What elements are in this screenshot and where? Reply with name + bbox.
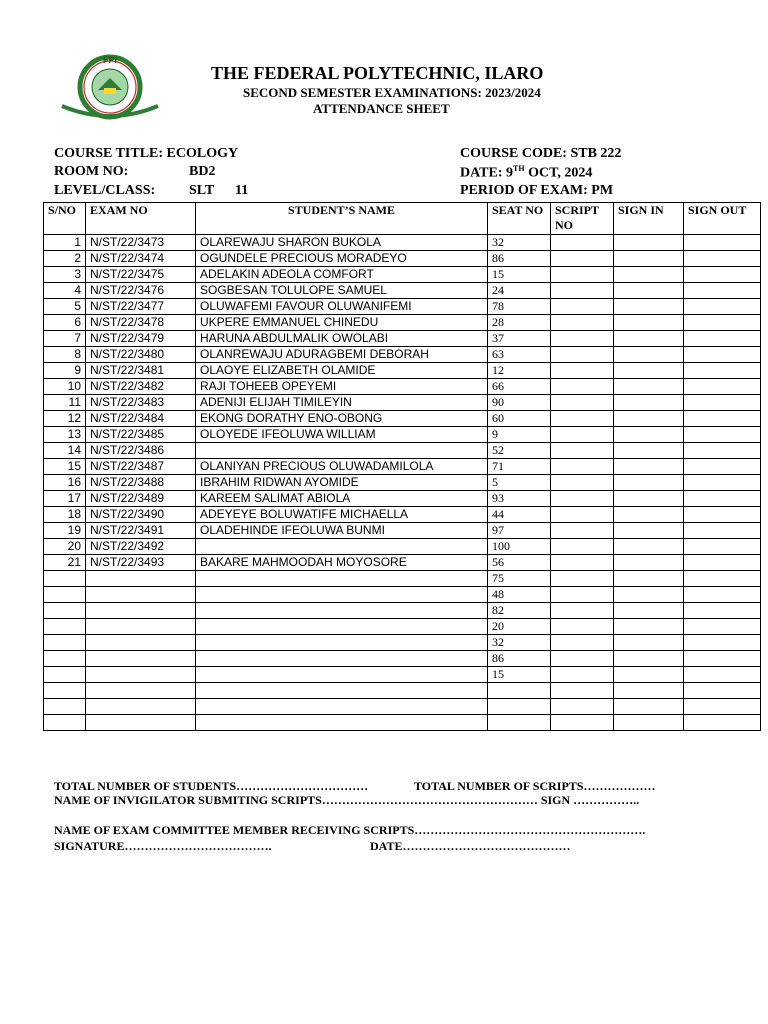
cell-sno: 21 <box>44 555 86 571</box>
cell-student-name <box>196 635 488 651</box>
col-sign-in: SIGN IN <box>614 203 684 235</box>
cell-script-no <box>551 667 614 683</box>
cell-script-no <box>551 587 614 603</box>
cell-sign-out <box>684 539 761 555</box>
table-row <box>44 619 761 635</box>
course-code: COURSE CODE: STB 222 <box>460 146 622 161</box>
table-row <box>44 683 761 699</box>
cell-sign-out <box>684 603 761 619</box>
cell-student-name <box>196 715 488 731</box>
committee-line: NAME OF EXAM COMMITTEE MEMBER RECEIVING SCRIPTS…………………………………………………. <box>54 823 646 837</box>
col-script-no: SCRIPT NO <box>551 203 614 235</box>
cell-sign-out <box>684 331 761 347</box>
cell-seat-no: 48 <box>488 587 551 603</box>
signature-line: SIGNATURE………………………………. <box>54 839 272 853</box>
cell-script-no <box>551 427 614 443</box>
cell-script-no <box>551 523 614 539</box>
exam-date: DATE: 9TH OCT, 2024 <box>460 164 593 181</box>
cell-script-no <box>551 571 614 587</box>
cell-sign-out <box>684 363 761 379</box>
table-row <box>44 587 761 603</box>
cell-student-name: KAREEM SALIMAT ABIOLA <box>196 491 488 507</box>
cell-sign-out <box>684 667 761 683</box>
cell-sign-in <box>614 571 684 587</box>
cell-sno: 1 <box>44 235 86 251</box>
cell-sign-in <box>614 635 684 651</box>
cell-exam-no <box>86 683 196 699</box>
polytechnic-logo <box>54 54 166 120</box>
cell-sign-out <box>684 491 761 507</box>
table-row <box>44 267 761 283</box>
cell-exam-no: N/ST/22/3485 <box>86 427 196 443</box>
table-row <box>44 571 761 587</box>
cell-sign-out <box>684 347 761 363</box>
cell-sign-in <box>614 363 684 379</box>
cell-seat-no: 15 <box>488 267 551 283</box>
cell-script-no <box>551 459 614 475</box>
cell-seat-no: 5 <box>488 475 551 491</box>
cell-sno <box>44 571 86 587</box>
cell-script-no <box>551 315 614 331</box>
cell-script-no <box>551 235 614 251</box>
total-students: TOTAL NUMBER OF STUDENTS…………………………… <box>54 779 369 793</box>
cell-seat-no: 44 <box>488 507 551 523</box>
cell-student-name: SOGBESAN TOLULOPE SAMUEL <box>196 283 488 299</box>
cell-sign-out <box>684 379 761 395</box>
cell-exam-no: N/ST/22/3487 <box>86 459 196 475</box>
cell-script-no <box>551 475 614 491</box>
table-row <box>44 667 761 683</box>
cell-sno: 5 <box>44 299 86 315</box>
table-row <box>44 507 761 523</box>
cell-seat-no: 28 <box>488 315 551 331</box>
cell-sno: 17 <box>44 491 86 507</box>
cell-script-no <box>551 283 614 299</box>
cell-sign-out <box>684 283 761 299</box>
cell-sign-out <box>684 699 761 715</box>
cell-exam-no: N/ST/22/3488 <box>86 475 196 491</box>
cell-script-no <box>551 635 614 651</box>
cell-sign-in <box>614 619 684 635</box>
cell-seat-no: 37 <box>488 331 551 347</box>
cell-seat-no: 63 <box>488 347 551 363</box>
table-header-row <box>44 203 761 235</box>
cell-student-name: ADENIJI ELIJAH TIMILEYIN <box>196 395 488 411</box>
cell-exam-no <box>86 619 196 635</box>
cell-sign-in <box>614 475 684 491</box>
cell-script-no <box>551 619 614 635</box>
table-row <box>44 331 761 347</box>
cell-sign-out <box>684 571 761 587</box>
cell-exam-no <box>86 715 196 731</box>
cell-seat-no: 66 <box>488 379 551 395</box>
table-row <box>44 283 761 299</box>
table-row <box>44 699 761 715</box>
cell-sign-out <box>684 651 761 667</box>
cell-student-name: OLADEHINDE IFEOLUWA BUNMI <box>196 523 488 539</box>
cell-student-name: OLUWAFEMI FAVOUR OLUWANIFEMI <box>196 299 488 315</box>
table-row <box>44 299 761 315</box>
cell-student-name <box>196 603 488 619</box>
cell-script-no <box>551 555 614 571</box>
cell-sign-out <box>684 587 761 603</box>
cell-seat-no: 75 <box>488 571 551 587</box>
cell-student-name: OLANIYAN PRECIOUS OLUWADAMILOLA <box>196 459 488 475</box>
cell-sign-in <box>614 411 684 427</box>
cell-sign-in <box>614 283 684 299</box>
cell-seat-no: 90 <box>488 395 551 411</box>
cell-student-name: BAKARE MAHMOODAH MOYOSORE <box>196 555 488 571</box>
cell-sno <box>44 699 86 715</box>
cell-sno: 7 <box>44 331 86 347</box>
cell-seat-no: 52 <box>488 443 551 459</box>
cell-exam-no: N/ST/22/3475 <box>86 267 196 283</box>
cell-script-no <box>551 267 614 283</box>
cell-sign-out <box>684 683 761 699</box>
cell-sign-out <box>684 619 761 635</box>
cell-sign-in <box>614 459 684 475</box>
col-student-name: STUDENT’S NAME <box>196 203 488 235</box>
cell-exam-no: N/ST/22/3486 <box>86 443 196 459</box>
table-row <box>44 635 761 651</box>
cell-student-name: IBRAHIM RIDWAN AYOMIDE <box>196 475 488 491</box>
cell-sno: 13 <box>44 427 86 443</box>
cell-script-no <box>551 411 614 427</box>
cell-sno <box>44 587 86 603</box>
cell-sign-in <box>614 379 684 395</box>
cell-exam-no <box>86 571 196 587</box>
table-row <box>44 379 761 395</box>
cell-seat-no: 78 <box>488 299 551 315</box>
cell-script-no <box>551 363 614 379</box>
cell-student-name: RAJI TOHEEB OPEYEMI <box>196 379 488 395</box>
cell-student-name <box>196 699 488 715</box>
cell-seat-no: 24 <box>488 283 551 299</box>
cell-exam-no: N/ST/22/3480 <box>86 347 196 363</box>
cell-sno: 2 <box>44 251 86 267</box>
institution-title: THE FEDERAL POLYTECHNIC, ILARO <box>211 63 544 83</box>
cell-sno: 15 <box>44 459 86 475</box>
cell-exam-no <box>86 667 196 683</box>
cell-sno <box>44 667 86 683</box>
total-scripts: TOTAL NUMBER OF SCRIPTS……………… <box>414 779 656 793</box>
cell-sno: 10 <box>44 379 86 395</box>
cell-student-name: OLAOYE ELIZABETH OLAMIDE <box>196 363 488 379</box>
cell-sno: 19 <box>44 523 86 539</box>
table-row <box>44 235 761 251</box>
cell-script-no <box>551 603 614 619</box>
cell-sign-out <box>684 267 761 283</box>
cell-sign-in <box>614 555 684 571</box>
cell-seat-no <box>488 699 551 715</box>
col-exam-no: EXAM NO <box>86 203 196 235</box>
cell-student-name: OGUNDELE PRECIOUS MORADEYO <box>196 251 488 267</box>
cell-sign-out <box>684 315 761 331</box>
level-count: 11 <box>235 183 249 198</box>
cell-exam-no <box>86 635 196 651</box>
cell-seat-no: 15 <box>488 667 551 683</box>
cell-seat-no: 56 <box>488 555 551 571</box>
cell-sign-in <box>614 523 684 539</box>
cell-student-name: EKONG DORATHY ENO-OBONG <box>196 411 488 427</box>
cell-sign-in <box>614 587 684 603</box>
cell-exam-no: N/ST/22/3473 <box>86 235 196 251</box>
cell-sno: 16 <box>44 475 86 491</box>
cell-sno: 3 <box>44 267 86 283</box>
cell-script-no <box>551 683 614 699</box>
cell-sign-in <box>614 235 684 251</box>
cell-sign-out <box>684 523 761 539</box>
cell-exam-no: N/ST/22/3483 <box>86 395 196 411</box>
course-title: COURSE TITLE: ECOLOGY <box>54 146 239 161</box>
exam-period: PERIOD OF EXAM: PM <box>460 183 614 198</box>
cell-sign-out <box>684 411 761 427</box>
cell-sign-out <box>684 475 761 491</box>
table-row <box>44 427 761 443</box>
cell-student-name: OLANREWAJU ADURAGBEMI DEBORAH <box>196 347 488 363</box>
cell-sign-out <box>684 635 761 651</box>
exam-title: SECOND SEMESTER EXAMINATIONS: 2023/2024 <box>243 85 541 100</box>
cell-script-no <box>551 651 614 667</box>
cell-sno <box>44 619 86 635</box>
cell-seat-no: 93 <box>488 491 551 507</box>
cell-student-name: OLAREWAJU SHARON BUKOLA <box>196 235 488 251</box>
col-sno: S/NO <box>44 203 86 235</box>
cell-sno: 12 <box>44 411 86 427</box>
cell-sign-in <box>614 539 684 555</box>
cell-exam-no <box>86 699 196 715</box>
cell-script-no <box>551 699 614 715</box>
cell-sno: 4 <box>44 283 86 299</box>
cell-sign-in <box>614 667 684 683</box>
table-row <box>44 603 761 619</box>
cell-script-no <box>551 379 614 395</box>
cell-sign-out <box>684 299 761 315</box>
cell-seat-no: 12 <box>488 363 551 379</box>
cell-sno <box>44 683 86 699</box>
cell-seat-no: 32 <box>488 635 551 651</box>
room-value: BD2 <box>189 164 216 179</box>
cell-sno: 6 <box>44 315 86 331</box>
table-row <box>44 491 761 507</box>
cell-student-name <box>196 619 488 635</box>
cell-exam-no: N/ST/22/3492 <box>86 539 196 555</box>
cell-sign-out <box>684 507 761 523</box>
cell-script-no <box>551 347 614 363</box>
cell-sign-in <box>614 395 684 411</box>
cell-script-no <box>551 331 614 347</box>
cell-script-no <box>551 443 614 459</box>
cell-sign-in <box>614 651 684 667</box>
cell-student-name <box>196 667 488 683</box>
cell-seat-no: 86 <box>488 651 551 667</box>
cell-sno: 18 <box>44 507 86 523</box>
cell-sno <box>44 603 86 619</box>
cell-sign-out <box>684 395 761 411</box>
cell-sign-out <box>684 443 761 459</box>
cell-sign-in <box>614 331 684 347</box>
cell-sign-out <box>684 251 761 267</box>
cell-script-no <box>551 491 614 507</box>
cell-sign-in <box>614 315 684 331</box>
cell-student-name: ADEYEYE BOLUWATIFE MICHAELLA <box>196 507 488 523</box>
cell-seat-no <box>488 683 551 699</box>
col-seat-no: SEAT NO <box>488 203 551 235</box>
cell-script-no <box>551 251 614 267</box>
cell-sign-out <box>684 715 761 731</box>
attendance-table <box>43 202 761 731</box>
table-row <box>44 459 761 475</box>
cell-sno: 8 <box>44 347 86 363</box>
cell-sno <box>44 651 86 667</box>
logo-text: FPI <box>102 55 118 65</box>
table-row <box>44 523 761 539</box>
cell-exam-no: N/ST/22/3481 <box>86 363 196 379</box>
cell-script-no <box>551 539 614 555</box>
cell-sign-in <box>614 507 684 523</box>
cell-seat-no: 60 <box>488 411 551 427</box>
cell-exam-no <box>86 587 196 603</box>
cell-student-name <box>196 539 488 555</box>
table-row <box>44 443 761 459</box>
cell-sign-out <box>684 459 761 475</box>
cell-sign-in <box>614 603 684 619</box>
cell-exam-no: N/ST/22/3479 <box>86 331 196 347</box>
level-label: LEVEL/CLASS: <box>54 183 156 198</box>
cell-sign-in <box>614 267 684 283</box>
cell-sign-in <box>614 443 684 459</box>
sheet-title: ATTENDANCE SHEET <box>313 101 450 116</box>
cell-exam-no: N/ST/22/3484 <box>86 411 196 427</box>
table-row <box>44 347 761 363</box>
cell-sign-in <box>614 683 684 699</box>
cell-student-name <box>196 571 488 587</box>
cell-script-no <box>551 299 614 315</box>
cell-exam-no: N/ST/22/3477 <box>86 299 196 315</box>
cell-exam-no <box>86 603 196 619</box>
table-row <box>44 315 761 331</box>
cell-sign-in <box>614 299 684 315</box>
cell-student-name <box>196 443 488 459</box>
cell-sign-in <box>614 491 684 507</box>
cell-seat-no: 9 <box>488 427 551 443</box>
cell-seat-no: 32 <box>488 235 551 251</box>
cell-sno: 9 <box>44 363 86 379</box>
table-row <box>44 651 761 667</box>
cell-seat-no: 20 <box>488 619 551 635</box>
cell-exam-no: N/ST/22/3490 <box>86 507 196 523</box>
table-row <box>44 475 761 491</box>
cell-student-name: UKPERE EMMANUEL CHINEDU <box>196 315 488 331</box>
cell-student-name: HARUNA ABDULMALIK OWOLABI <box>196 331 488 347</box>
cell-sign-in <box>614 699 684 715</box>
cell-exam-no <box>86 651 196 667</box>
cell-script-no <box>551 395 614 411</box>
cell-exam-no: N/ST/22/3493 <box>86 555 196 571</box>
cell-student-name <box>196 587 488 603</box>
cell-seat-no: 71 <box>488 459 551 475</box>
cell-exam-no: N/ST/22/3476 <box>86 283 196 299</box>
cell-seat-no: 86 <box>488 251 551 267</box>
col-sign-out: SIGN OUT <box>684 203 761 235</box>
cell-exam-no: N/ST/22/3482 <box>86 379 196 395</box>
cell-sno <box>44 715 86 731</box>
cell-student-name <box>196 651 488 667</box>
cell-sign-in <box>614 347 684 363</box>
cell-seat-no <box>488 715 551 731</box>
cell-student-name <box>196 683 488 699</box>
table-row <box>44 411 761 427</box>
table-row <box>44 715 761 731</box>
cell-sno <box>44 635 86 651</box>
invigilator-line: NAME OF INVIGILATOR SUBMITING SCRIPTS……………………………………………… SIGN …………….. <box>54 793 640 807</box>
table-row <box>44 539 761 555</box>
cell-seat-no: 82 <box>488 603 551 619</box>
cell-sign-out <box>684 235 761 251</box>
cell-exam-no: N/ST/22/3474 <box>86 251 196 267</box>
cell-seat-no: 100 <box>488 539 551 555</box>
table-row <box>44 363 761 379</box>
cell-script-no <box>551 507 614 523</box>
cell-sign-in <box>614 715 684 731</box>
cell-sign-out <box>684 555 761 571</box>
cell-sign-in <box>614 427 684 443</box>
cell-student-name: ADELAKIN ADEOLA COMFORT <box>196 267 488 283</box>
date-line: DATE…………………………………… <box>370 839 571 853</box>
cell-exam-no: N/ST/22/3491 <box>86 523 196 539</box>
table-row <box>44 395 761 411</box>
cell-exam-no: N/ST/22/3478 <box>86 315 196 331</box>
table-row <box>44 251 761 267</box>
table-row <box>44 555 761 571</box>
cell-sign-in <box>614 251 684 267</box>
cell-script-no <box>551 715 614 731</box>
cell-sign-out <box>684 427 761 443</box>
level-value: SLT <box>189 183 215 198</box>
cell-sno: 20 <box>44 539 86 555</box>
cell-exam-no: N/ST/22/3489 <box>86 491 196 507</box>
cell-student-name: OLOYEDE IFEOLUWA WILLIAM <box>196 427 488 443</box>
cell-sno: 11 <box>44 395 86 411</box>
room-label: ROOM NO: <box>54 164 129 179</box>
cell-sno: 14 <box>44 443 86 459</box>
cell-seat-no: 97 <box>488 523 551 539</box>
